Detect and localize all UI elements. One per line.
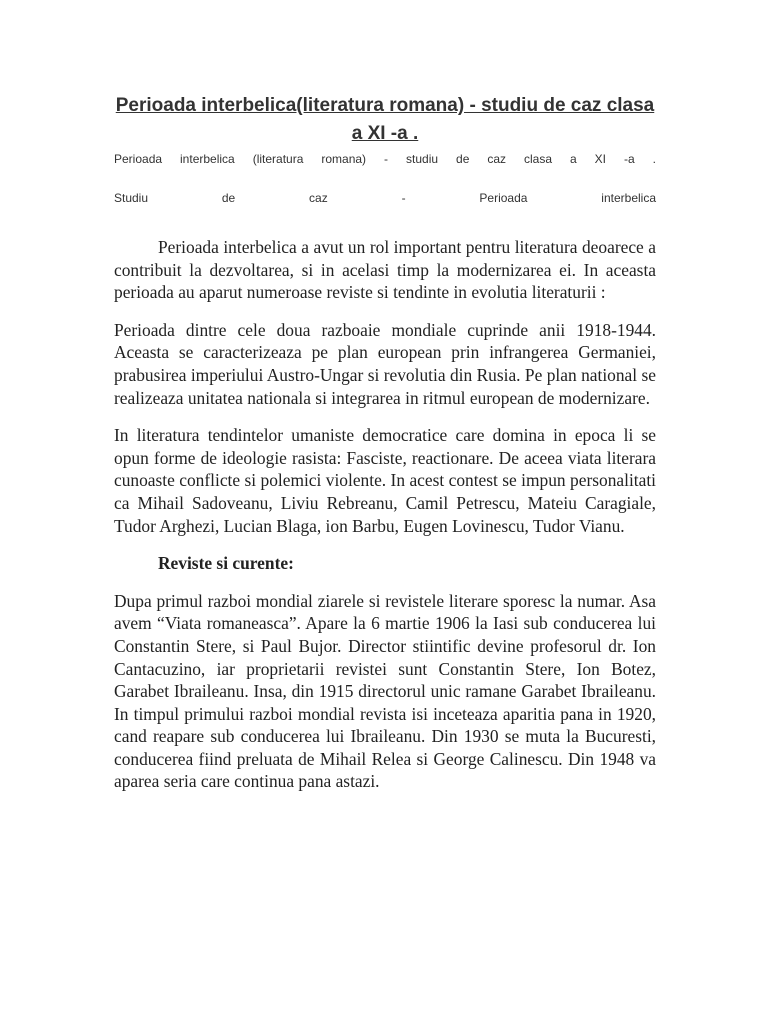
intro-paragraph: Perioada interbelica a avut un rol important pentru literatura deoarece a contribuit la dezvoltarea, si in acelasi timp la modernizarea ei. In aceasta perioada au aparut numeroase reviste si tendinte in evolutia literaturii :: [114, 237, 656, 303]
subtitle-line-1: Perioada interbelica (literatura romana) - studiu de caz clasa a XI -a .: [114, 152, 656, 166]
section-heading: Reviste si curente:: [158, 553, 294, 574]
document-body: [114, 236, 656, 808]
document-title: Perioada interbelica(literatura romana) - studiu de caz clasa a XI -a .: [115, 95, 655, 144]
literary-tendencies-paragraph: In literatura tendintelor umaniste democratice care domina in epoca li se opun forme de ideologie rasista: Fasciste, reactionare. De aceea viata literara cunoaste conflicte si polemici violente. In acest contest se impun personalitati ca Mihail Sadoveanu, Liviu Rebreanu, Camil Petrescu, Mateiu Caragiale, Tudor Arghezi, Lucian Blaga, ion Barbu, Eugen Lovinescu, Tudor Vianu.: [114, 425, 656, 536]
reviste-paragraph: Dupa primul razboi mondial ziarele si revistele literare sporesc la numar. Asa avem “Viata romaneasca”. Apare la 6 martie 1906 la Iasi sub conducerea lui Constantin Stere, si Paul Bujor. Director stiintific devine profesorul dr. Ion Cantacuzino, iar proprietarii revistei sunt Constantin Stere, Ion Botez, Garabet Ibraileanu. Insa, din 1915 directorul unic ramane Garabet Ibraileanu. In timpul primului razboi mondial revista isi inceteaza aparitia pana in 1920, cand reapare sub conducerea lui Ibraileanu. Din 1930 se muta la Bucuresti, conducerea fiind preluata de Mihail Relea si George Calinescu. Din 1948 va aparea seria care continua pana astazi.: [114, 590, 656, 792]
subtitle-line-2: Studiu de caz - Perioada interbelica: [114, 191, 656, 205]
historical-context-paragraph: Perioada dintre cele doua razboaie mondiale cuprinde anii 1918-1944. Aceasta se caracterizeaza pe plan european prin infrangerea Germaniei, prabusirea imperiului Austro-Ungar si revolutia din Rusia. Pe plan national se realizeaza unitatea nationala si integrarea in ritmul european de modernizare.: [114, 319, 656, 408]
